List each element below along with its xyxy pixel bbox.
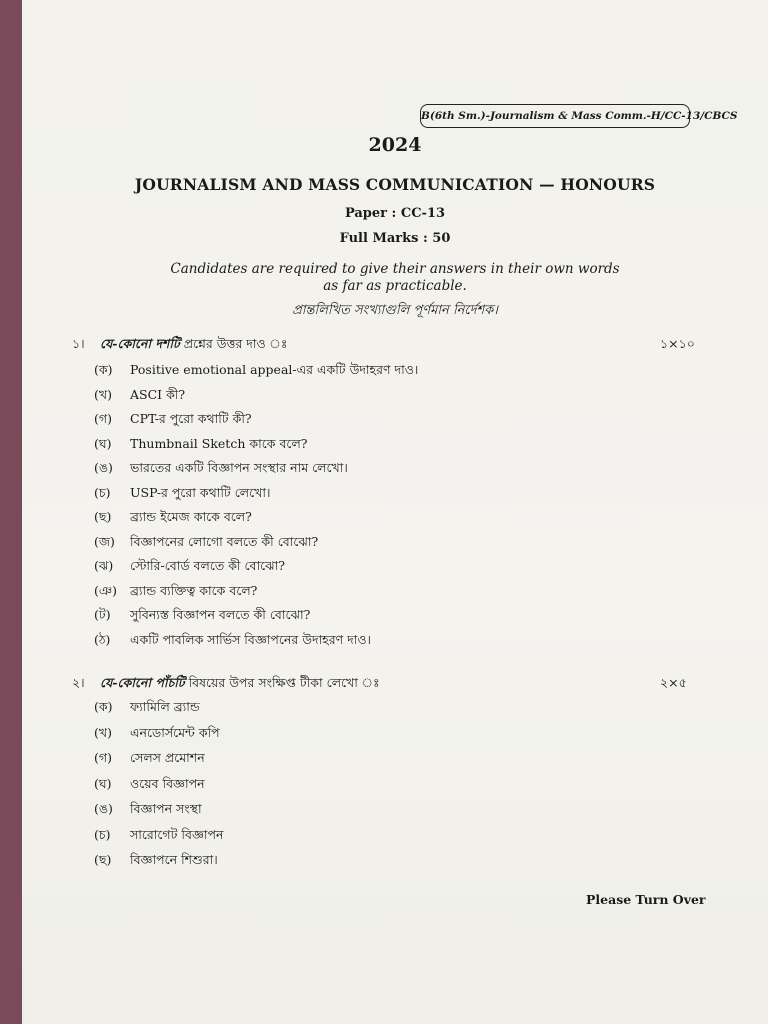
question-1-emphasis: যে-কোনো দশটি: [100, 336, 180, 351]
full-marks: Full Marks : 50: [339, 231, 451, 246]
list-item: [94, 434, 307, 454]
paper-code-tag: B(6th Sm.)-Journalism & Mass Comm.-H/CC-13/CBCS: [420, 104, 690, 128]
list-item: [94, 409, 252, 429]
list-item: [94, 697, 200, 717]
instructions: [22, 261, 768, 295]
question-2-number: ২।: [72, 675, 85, 690]
question-1-marks: ১×১০: [660, 336, 695, 351]
list-item: [94, 458, 348, 478]
question-2-emphasis: যে-কোনো পাঁচটি: [100, 675, 185, 690]
list-item: [94, 532, 318, 552]
item-text: ওয়েব বিজ্ঞাপন: [130, 775, 205, 791]
item-label: (ঠ): [94, 631, 111, 647]
item-text: সারোগেট বিজ্ঞাপন: [130, 826, 224, 842]
item-text: সুবিন্যস্ত বিজ্ঞাপন বলতে কী বোঝো?: [130, 607, 311, 622]
item-label: (ঙ): [94, 801, 113, 816]
paper-code: Paper : CC-13: [344, 206, 446, 221]
item-text: বিজ্ঞাপনে শিশুরা।: [130, 852, 218, 867]
list-item: [94, 630, 371, 650]
item-label: (গ): [94, 750, 112, 765]
question-1-heading: [72, 336, 288, 356]
list-item: [94, 360, 418, 380]
item-label: (ক): [94, 362, 113, 377]
instruction-line-1: Candidates are required to give their answers in their own words: [170, 261, 620, 277]
item-label: (ক): [94, 699, 113, 714]
please-turn-over: Please Turn Over: [586, 892, 706, 907]
item-label: (গ): [94, 411, 112, 426]
list-item: [94, 774, 205, 794]
item-text: বিজ্ঞাপনের লোগো বলতে কী বোঝো?: [130, 533, 319, 549]
item-label: (ট): [94, 607, 111, 622]
item-text: USP-র পুরো কথাটি লেখো।: [130, 484, 271, 500]
item-label: (ঝ): [94, 558, 114, 573]
item-text: এনডোর্সমেন্ট কপি: [130, 724, 220, 740]
list-item: [94, 605, 310, 625]
list-item: [94, 385, 185, 405]
exam-year: 2024: [368, 134, 422, 156]
item-text: ব্র্যান্ড ইমেজ কাকে বলে?: [130, 509, 252, 524]
item-text: Positive emotional appeal-এর একটি উদাহরণ দাও।: [130, 362, 419, 377]
item-text: স্টোরি-বোর্ড বলতে কী বোঝো?: [130, 558, 285, 573]
item-text: CPT-র পুরো কথাটি কী?: [130, 411, 252, 426]
question-1-text: প্রশ্নের উত্তর দাও ঃ: [183, 336, 288, 351]
question-2-marks: ২×৫: [660, 675, 687, 690]
list-item: [94, 507, 252, 527]
item-label: (খ): [94, 386, 112, 402]
item-label: (ছ): [94, 509, 112, 524]
item-label: (ঞ): [94, 582, 117, 598]
marks-note: প্রান্তলিখিত সংখ্যাগুলি পূর্ণমান নির্দেশক।: [292, 303, 498, 318]
list-item: [94, 723, 220, 743]
item-text: ফ্যামিলি ব্র্যান্ড: [130, 699, 200, 714]
item-label: (খ): [94, 724, 112, 740]
item-label: (ঙ): [94, 460, 113, 475]
list-item: [94, 799, 202, 819]
item-label: (ছ): [94, 852, 112, 867]
list-item: [94, 581, 257, 601]
list-item: [94, 748, 205, 768]
question-2-text: বিষয়ের উপর সংক্ষিপ্ত টীকা লেখো ঃ: [188, 675, 380, 690]
item-text: ভারতের একটি বিজ্ঞাপন সংস্থার নাম লেখো।: [130, 460, 348, 475]
instruction-line-2: as far as practicable.: [323, 278, 467, 294]
item-label: (ঘ): [94, 775, 112, 791]
list-item: [94, 850, 218, 870]
item-text: ব্র্যান্ড ব্যক্তিত্ব কাকে বলে?: [130, 582, 258, 598]
question-1-number: ১।: [72, 336, 85, 351]
item-text: Thumbnail Sketch কাকে বলে?: [130, 435, 308, 451]
item-label: (চ): [94, 826, 111, 842]
list-item: [94, 556, 285, 576]
item-text: একটি পাবলিক সার্ভিস বিজ্ঞাপনের উদাহরণ দাও।: [130, 631, 371, 647]
question-2-heading: [72, 675, 380, 695]
page-title: JOURNALISM AND MASS COMMUNICATION — HONOURS: [134, 175, 656, 194]
item-text: সেলস প্রমোশন: [130, 750, 205, 765]
item-label: (জ): [94, 533, 115, 549]
list-item: [94, 825, 223, 845]
item-text: বিজ্ঞাপন সংস্থা: [130, 801, 202, 816]
item-label: (চ): [94, 484, 111, 500]
item-text: ASCI কী?: [130, 386, 186, 402]
list-item: [94, 483, 270, 503]
item-label: (ঘ): [94, 435, 112, 451]
